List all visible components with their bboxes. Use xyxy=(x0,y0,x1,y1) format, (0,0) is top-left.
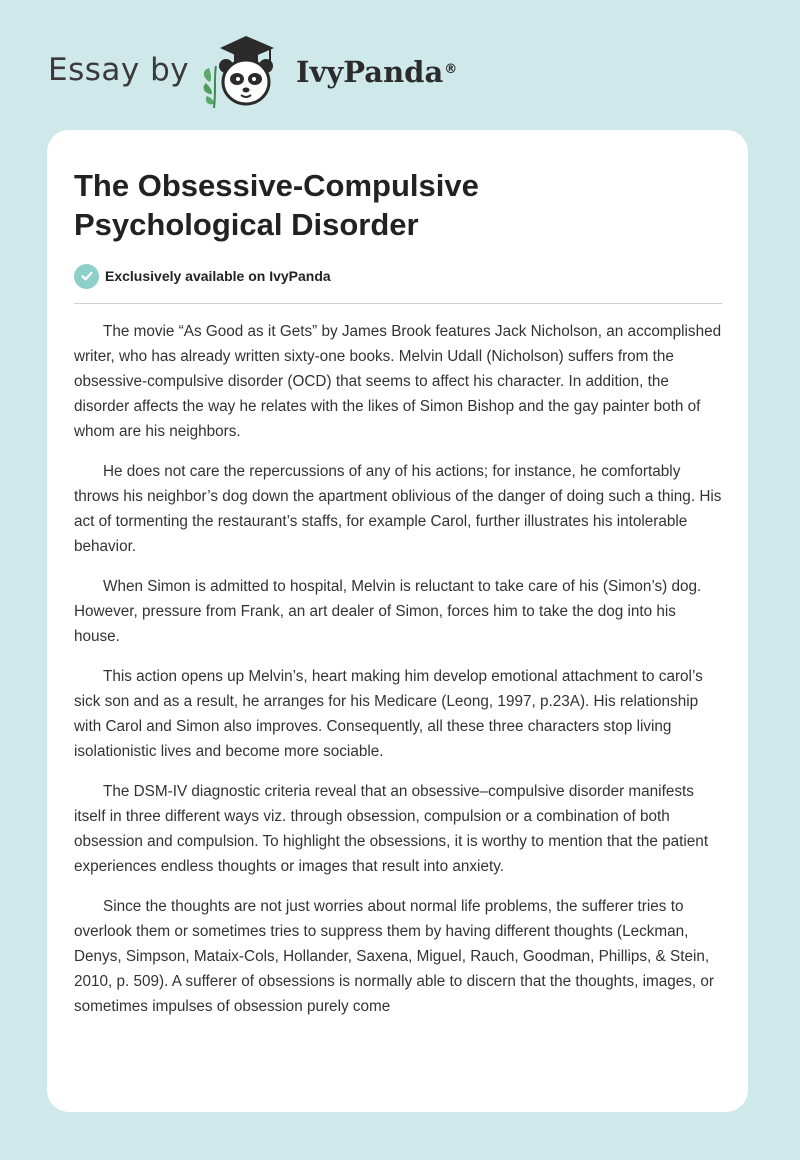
divider xyxy=(74,303,722,304)
paragraph: He does not care the repercussions of any of his actions; for instance, he comfortably throws his neighbor’s dog down the apartment oblivious of the danger of doing such a thing. His act of tormenting the restaurant’s staffs, for example Carol, further illustrates his intolerable behavior. xyxy=(74,463,722,555)
paragraph: The DSM-IV diagnostic criteria reveal that an obsessive–compulsive disorder manifests itself in three different ways viz. through obsession, compulsion or a combination of both obsession and compulsion. To highlight the obsessions, it is worthy to mention that the patient experiences endless thoughts or images that result into anxiety. xyxy=(74,783,709,875)
paragraph: Since the thoughts are not just worries about normal life problems, the sufferer tries to overlook them or sometimes tries to suppress them by having different thoughts (Leckman, Denys, Simpson, Mataix-Cols, Hollander, Saxena, Miguel, Rauch, Goodman, Phillips, & Stein, 2010, p. 509). A sufferer of obsessions is normally able to discern that the thoughts, images, or sometimes impulses of obsession purely come xyxy=(74,898,715,1015)
paragraph: This action opens up Melvin’s, heart making him develop emotional attachment to carol’s sick son and as a result, he arranges for his Medicare (Leong, 1997, p.23A). His relationship with Carol and Simon also improves. Consequently, all these three characters stop living isolationistic lives and become more sociable. xyxy=(74,668,703,760)
brand-name: IvyPanda xyxy=(296,55,444,89)
page-title: The Obsessive-Compulsive Psychological Disorder xyxy=(74,168,479,242)
registered-mark: ® xyxy=(444,62,458,77)
site-header xyxy=(0,0,800,130)
essay-body xyxy=(74,319,724,1099)
check-icon xyxy=(74,264,99,289)
essay-by-label: Essay by xyxy=(48,52,190,88)
exclusive-badge xyxy=(74,263,331,289)
paragraph: The movie “As Good as it Gets” by James Brook features Jack Nicholson, an accomplished writer, who has already written sixty-one books. Melvin Udall (Nicholson) suffers from the obsessive-compulsive disorder (OCD) that seems to affect his character. In addition, the disorder affects the way he relates with the likes of Simon Bishop and the gay painter both of whom are his neighbors. xyxy=(74,323,722,440)
panda-graduate-icon xyxy=(196,32,292,110)
brand-logo-text[interactable] xyxy=(296,54,457,90)
badge-label: Exclusively available on IvyPanda xyxy=(105,268,331,284)
paragraph: When Simon is admitted to hospital, Melvin is reluctant to take care of his (Simon’s) dog. However, pressure from Frank, an art dealer of Simon, forces him to take the dog into his house. xyxy=(74,578,702,645)
essay-card xyxy=(47,130,748,1112)
